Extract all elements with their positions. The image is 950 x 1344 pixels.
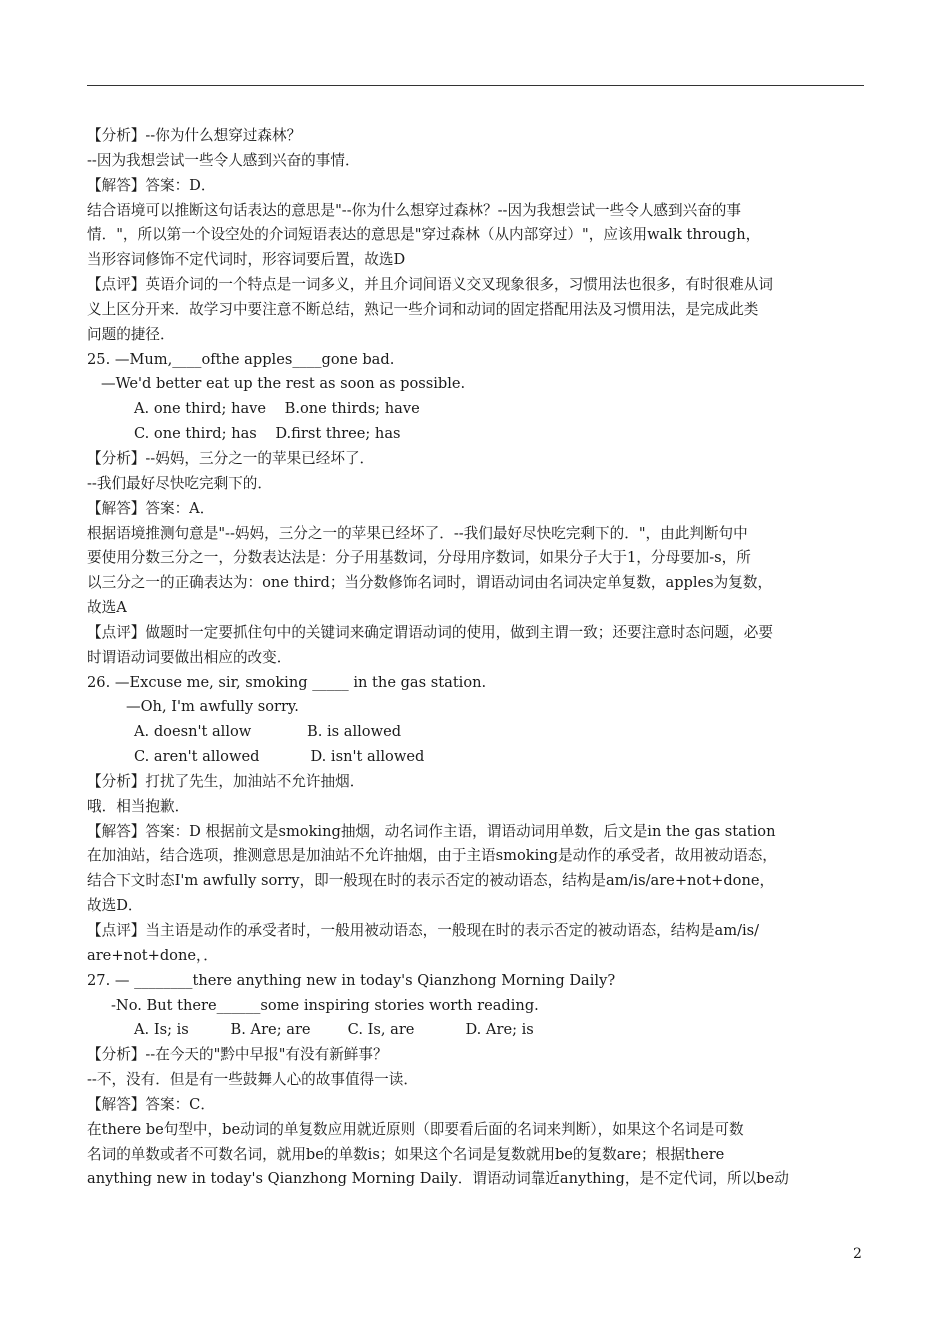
text-line: 在there be句型中，be动词的单复数应用就近原则（即要看后面的名词来判断），如果这个名词是可数 xyxy=(87,1120,744,1138)
text-line: A. one third; have B.one thirds; have xyxy=(134,400,420,418)
text-line: 时谓语动词要做出相应的改变． xyxy=(87,648,292,666)
text-line: 在加油站，结合选项，推测意思是加油站不允许抽烟，由于主语smoking是动作的承受者，故用被动语态， xyxy=(87,847,777,865)
text-line: 故选D． xyxy=(87,897,143,915)
text-line: 当形容词修饰不定代词时，形容词要后置，故选D xyxy=(87,251,406,269)
text-line: 结合下文时态I'm awfully sorry，即一般现在时的表示否定的被动语态，结构是am/is/are+not+done， xyxy=(87,872,775,890)
text-line: 27. — ________there anything new in today's Qianzhong Morning Daily? xyxy=(87,971,616,989)
text-line: 【点评】英语介词的一个特点是一词多义，并且介词间语义交叉现象很多，习惯用法也很多，有时很难从词 xyxy=(87,276,773,294)
text-line: —Oh, I'm awfully sorry. xyxy=(126,698,299,716)
text-line: A. Is; is B. Are; are C. Is, are D. Are; is xyxy=(134,1021,534,1039)
text-line: 要使用分数三分之一，分数表达法是：分子用基数词，分母用序数词，如果分子大于1，分母要加-s，所 xyxy=(87,549,751,567)
text-line: 故选A xyxy=(87,599,127,617)
text-line: 结合语境可以推断这句话表达的意思是"--你为什么想穿过森林？--因为我想尝试一些令人感到兴奋的事 xyxy=(87,201,741,219)
text-line: 以三分之一的正确表达为：one third；当分数修饰名词时，谓语动词由名词决定单复数，apples为复数， xyxy=(87,574,773,592)
document-body xyxy=(87,124,867,1192)
page-number: 2 xyxy=(853,1246,862,1262)
text-line: 【解答】答案：C． xyxy=(87,1095,215,1113)
text-line: 【分析】--你为什么想穿过森林？ xyxy=(87,127,302,144)
text-line: 26. —Excuse me, sir, smoking _____ in the gas station. xyxy=(87,673,487,691)
text-line: 【解答】答案：D 根据前文是smoking抽烟，动名词作主语，谓语动词用单数，后文是in the gas station xyxy=(87,822,776,840)
header-rule xyxy=(87,85,864,86)
text-line: are+not+done，． xyxy=(87,946,218,964)
text-line: --我们最好尽快吃完剩下的． xyxy=(87,474,272,492)
text-line: --不，没有．但是有一些鼓舞人心的故事值得一读． xyxy=(87,1071,418,1089)
text-line: 【分析】--妈妈，三分之一的苹果已经坏了． xyxy=(87,449,375,467)
text-line: 根据语境推测句意是"--妈妈，三分之一的苹果已经坏了．--我们最好尽快吃完剩下的．"，由此判断句中 xyxy=(87,524,748,542)
text-line: -No. But there______some inspiring stories worth reading. xyxy=(111,996,539,1014)
text-line: 情．"，所以第一个设空处的介词短语表达的意思是"穿过森林（从内部穿过）"，应该用walk through， xyxy=(87,226,761,244)
text-line: 【解答】答案：D． xyxy=(87,176,216,194)
text-line: 25. —Mum,____ofthe apples____gone bad. xyxy=(87,350,395,368)
text-line: --因为我想尝试一些令人感到兴奋的事情． xyxy=(87,151,360,169)
text-line: 【分析】--在今天的"黔中早报"有没有新鲜事？ xyxy=(87,1046,388,1064)
text-line: 【点评】做题时一定要抓住句中的关键词来确定谓语动词的使用，做到主谓一致；还要注意时态问题，必要 xyxy=(87,623,773,641)
text-line: 义上区分开来．故学习中要注意不断总结，熟记一些介词和动词的固定搭配用法及习惯用法，是完成此类 xyxy=(87,300,759,318)
text-line: anything new in today's Qianzhong Morning Daily．谓语动词靠近anything，是不定代词，所以be动 xyxy=(87,1170,789,1188)
text-line: 名词的单数或者不可数名词，就用be的单数is；如果这个名词是复数就用be的复数are；根据there xyxy=(87,1145,725,1163)
text-line: 【分析】打扰了先生，加油站不允许抽烟． xyxy=(87,772,365,790)
text-line: 哦．相当抱歉． xyxy=(87,797,190,815)
text-line: —We'd better eat up the rest as soon as possible. xyxy=(101,375,466,393)
text-line: 【解答】答案：A． xyxy=(87,499,215,517)
text-line: C. aren't allowed D. isn't allowed xyxy=(134,748,425,766)
text-line: A. doesn't allow B. is allowed xyxy=(134,723,402,741)
text-line: 问题的捷径． xyxy=(87,325,175,343)
text-line: C. one third; has D.first three; has xyxy=(134,425,401,443)
text-line: 【点评】当主语是动作的承受者时，一般用被动语态，一般现在时的表示否定的被动语态，结构是am/is/ xyxy=(87,922,760,939)
